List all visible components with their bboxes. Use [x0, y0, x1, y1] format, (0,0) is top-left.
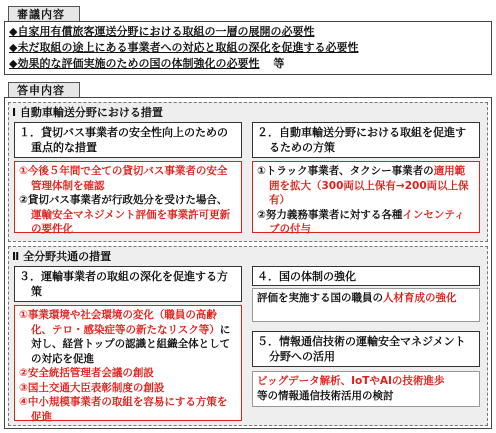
deliberation-item-3	[9, 56, 284, 71]
deliberation-panel	[4, 21, 492, 75]
measure-3-item-4: ④中小規模事業者の取組を容易にする方策を促進	[19, 396, 228, 423]
measure-2-item-1	[257, 164, 475, 208]
deliberation-item-3-text: ◆効果的な評価実施のための国の体制強化の必要性	[9, 57, 260, 70]
measure-2-details	[252, 161, 480, 233]
deliberation-suffix: 等	[273, 57, 285, 70]
measure-2-item-1-highlight: 適用範囲を拡大（300両以上保有→200両以上保有）	[269, 165, 469, 206]
measure-1-heading: １．貸切バス事業者の安全性向上のための重点的な措置	[19, 126, 228, 154]
deliberation-item-1-text: ◆自家用有償旅客運送分野における取組の一層の展開の必要性	[9, 25, 315, 38]
measure-2-box	[252, 122, 480, 158]
deliberation-item-2-text: ◆未だ取組の途上にある事業者への対応と取組の深化を促進する必要性	[9, 41, 359, 54]
measure-4-text-plain: 評価を実施する国の職員の	[257, 292, 383, 304]
measure-1-box	[14, 122, 242, 158]
measure-5-text-plain: 等の情報通信技術活用の検討	[257, 389, 394, 402]
measure-1-item-2-text: ②貸切バス事業者が行政処分を受けた場合、	[19, 194, 228, 206]
measure-5-box	[252, 331, 480, 367]
measure-5-details	[252, 371, 480, 407]
report-tab: 答申内容	[8, 82, 80, 97]
measure-3-details	[14, 305, 242, 421]
measure-2-item-2-highlight: インセンティブの付与	[269, 208, 465, 235]
measure-4-text	[257, 291, 475, 306]
measure-1-details	[14, 161, 242, 233]
measure-4-box	[252, 266, 480, 286]
measure-5-heading: ５．情報通信技術の運輸安全マネジメント分野への活用	[257, 335, 466, 363]
measure-1-item-2	[19, 193, 237, 237]
deliberation-item-1	[9, 24, 314, 39]
section-1-title: Ⅰ 自動車輸送分野における措置	[12, 106, 163, 119]
measure-3-item-1	[19, 308, 237, 366]
measure-4-text-highlight: 人材育成の強化	[383, 292, 457, 304]
measure-4-details	[252, 288, 480, 322]
measure-1-item-1: ①今後５年間で全ての貸切バス事業者の安全管理体制を確認	[19, 165, 228, 192]
measure-4-heading: ４．国の体制の強化	[257, 270, 356, 283]
measure-2-item-2-text: ②努力義務事業者に対する各種	[257, 208, 403, 221]
deliberation-tab: 審議内容	[8, 6, 80, 21]
deliberation-item-2	[9, 40, 358, 55]
measure-5-text-highlight: ビッグデータ解析、IoTやAIの技術進歩	[257, 375, 445, 387]
measure-3-item-1-highlight: ①事業環境や社会環境の変化（職員の高齢化、テロ・感染症等の新たなリスク等）	[19, 309, 220, 336]
measure-3-box	[14, 266, 242, 302]
measure-3-item-3: ③国土交通大臣表彰制度の創設	[19, 381, 165, 394]
measure-3-item-1-text: に対し、経営トップの認識と組織全体としての対応を促進	[31, 323, 231, 365]
measure-3-item-2: ②安全統括管理者会議の創設	[19, 367, 154, 379]
section-2-title: Ⅱ 全分野共通の措置	[12, 250, 112, 263]
measure-2-heading: ２．自動車輸送分野における取組を促進するための方策	[257, 126, 466, 154]
measure-2-item-1-text: ①トラック事業者、タクシー事業者の	[257, 165, 434, 177]
measure-2-item-2	[257, 208, 475, 237]
measure-1-item-2-highlight: 運輸安全マネジメント評価を事業許可更新の要件化	[31, 208, 231, 235]
measure-3-heading: ３．運輸事業者の取組の深化を促進する方策	[19, 270, 228, 298]
